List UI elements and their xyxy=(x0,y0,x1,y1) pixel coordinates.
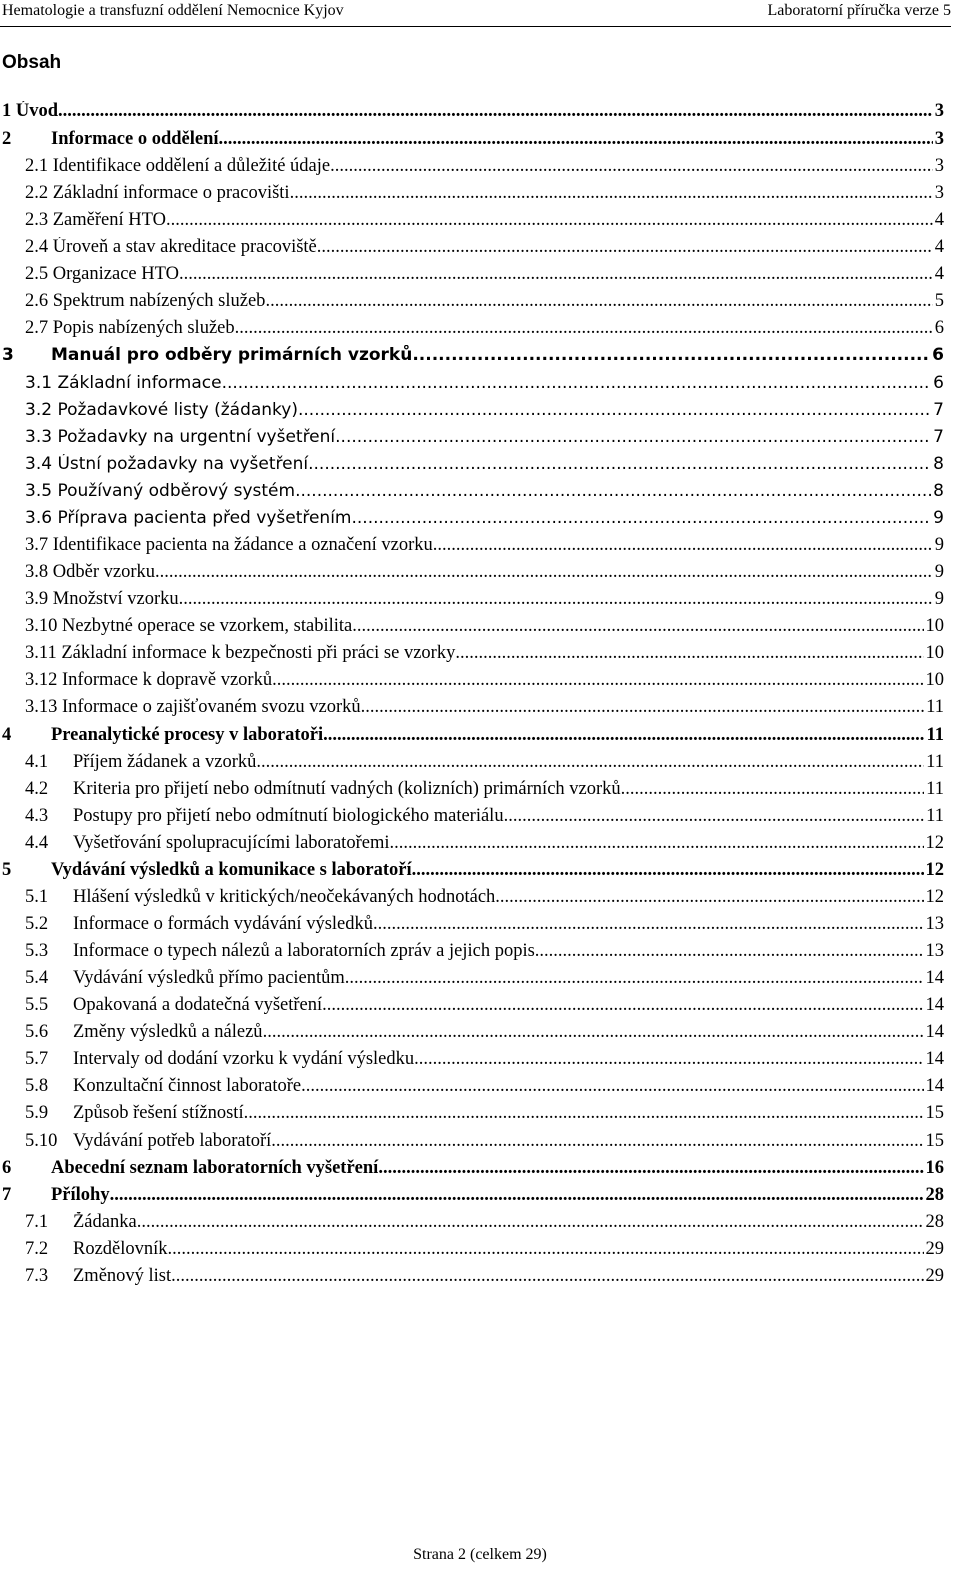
toc-entry[interactable] xyxy=(0,1266,944,1290)
toc-entry-page: 11 xyxy=(926,779,944,799)
toc-entry-number: 2.7 xyxy=(25,318,49,338)
toc-entry-title: Informace o oddělení xyxy=(51,129,219,149)
toc-entry-number: 3.12 xyxy=(25,670,58,690)
toc-entry-number: 2.6 xyxy=(25,291,49,311)
toc-entry[interactable] xyxy=(0,887,944,911)
toc-entry[interactable] xyxy=(0,616,944,640)
toc-entry-title: Změny výsledků a nálezů xyxy=(73,1022,263,1042)
toc-entry-page: 11 xyxy=(926,806,944,826)
toc-entry-title: Konzultační činnost laboratoře xyxy=(73,1076,302,1096)
toc-entry[interactable] xyxy=(0,210,944,234)
toc-dot-leader xyxy=(322,995,923,1016)
toc-entry-number: 2.4 xyxy=(25,237,49,257)
toc-entry-number: 4.1 xyxy=(25,752,49,772)
toc-entry-number: 4.2 xyxy=(25,779,49,799)
toc-entry-number: 4 xyxy=(2,725,12,745)
toc-dot-leader xyxy=(265,291,932,312)
toc-entry[interactable] xyxy=(0,400,944,424)
toc-entry[interactable] xyxy=(0,183,944,207)
toc-entry-number: 3.1 xyxy=(25,373,53,393)
toc-entry[interactable] xyxy=(0,968,944,992)
toc-entry-page: 3 xyxy=(934,183,944,203)
toc-entry[interactable] xyxy=(0,1131,944,1155)
toc-entry-title: Kriteria pro přijetí nebo odmítnutí vadných (kolizních) primárních vzorků xyxy=(73,779,621,799)
toc-entry-page: 11 xyxy=(926,725,944,745)
toc-entry-number: 2 xyxy=(2,129,12,149)
toc-entry[interactable] xyxy=(0,481,944,505)
page-header xyxy=(0,0,951,27)
toc-entry[interactable] xyxy=(0,670,944,694)
toc-dot-leader xyxy=(179,264,933,285)
toc-entry-page: 12 xyxy=(925,833,944,853)
toc-entry[interactable] xyxy=(0,454,944,478)
toc-dot-leader xyxy=(317,237,933,258)
toc-entry-number: 3.5 xyxy=(25,481,53,501)
toc-entry-number: 5.5 xyxy=(25,995,49,1015)
toc-dot-leader xyxy=(235,318,933,339)
toc-entry[interactable] xyxy=(0,1022,944,1046)
toc-dot-leader xyxy=(301,1076,923,1097)
toc-entry-number: 3 xyxy=(2,345,14,365)
toc-dot-leader xyxy=(378,1158,923,1179)
toc-entry-number: 5.6 xyxy=(25,1022,49,1042)
toc-dot-leader xyxy=(352,508,932,528)
toc-entry-title: Preanalytické procesy v laboratoři xyxy=(51,725,324,745)
toc-entry-title: Organizace HTO xyxy=(52,264,179,284)
toc-entry-number: 5.3 xyxy=(25,941,49,961)
toc-entry[interactable] xyxy=(0,1185,944,1209)
toc-entry-title: Přílohy xyxy=(51,1185,110,1205)
toc-dot-leader xyxy=(166,210,933,231)
toc-dot-leader xyxy=(352,616,923,637)
toc-entry-page: 4 xyxy=(934,264,944,284)
header-document-version: Laboratorní příručka verze 5 xyxy=(767,2,951,19)
toc-entry[interactable] xyxy=(0,264,944,288)
toc-entry-title: Rozdělovník xyxy=(73,1239,168,1259)
toc-entry-page: 9 xyxy=(934,562,944,582)
toc-entry-page: 7 xyxy=(933,400,944,420)
toc-entry[interactable] xyxy=(0,806,944,830)
toc-dot-leader xyxy=(290,183,933,204)
toc-dot-leader xyxy=(323,725,924,746)
toc-entry-number: 1 xyxy=(2,101,12,121)
toc-entry-number: 5.8 xyxy=(25,1076,49,1096)
toc-dot-leader xyxy=(504,806,925,827)
toc-entry[interactable] xyxy=(0,914,944,938)
toc-entry-page: 8 xyxy=(933,481,944,501)
toc-entry-title: Základní informace xyxy=(57,373,222,393)
toc-entry-page: 11 xyxy=(926,752,944,772)
toc-entry[interactable] xyxy=(0,373,944,397)
toc-entry-title: Informace o formách vydávání výsledků xyxy=(73,914,374,934)
toc-entry[interactable] xyxy=(0,1158,944,1182)
toc-entry[interactable] xyxy=(0,562,944,586)
toc-entry[interactable] xyxy=(0,535,944,559)
toc-dot-leader xyxy=(535,941,924,962)
toc-entry-number: 5.9 xyxy=(25,1103,49,1123)
toc-entry[interactable] xyxy=(0,345,944,369)
toc-dot-leader xyxy=(335,427,931,447)
toc-entry-page: 8 xyxy=(933,454,944,474)
toc-entry[interactable] xyxy=(0,101,944,125)
toc-entry-page: 3 xyxy=(934,101,944,121)
toc-entry-title: Příjem žádanek a vzorků xyxy=(73,752,257,772)
toc-entry-page: 14 xyxy=(925,1076,944,1096)
toc-dot-leader xyxy=(455,643,923,664)
toc-entry-title: Základní informace k bezpečnosti při práci se vzorky xyxy=(61,643,456,663)
toc-entry-title: Opakovaná a dodatečná vyšetření xyxy=(73,995,323,1015)
toc-entry-page: 11 xyxy=(926,697,944,717)
toc-dot-leader xyxy=(414,1049,923,1070)
toc-dot-leader xyxy=(345,968,924,989)
toc-entry-page: 15 xyxy=(925,1131,944,1151)
toc-entry[interactable] xyxy=(0,995,944,1019)
toc-entry-page: 6 xyxy=(933,373,944,393)
toc-dot-leader xyxy=(271,1131,923,1152)
toc-entry-page: 12 xyxy=(925,860,944,880)
toc-dot-leader xyxy=(58,101,933,122)
toc-entry-number: 2.1 xyxy=(25,156,49,176)
toc-dot-leader xyxy=(171,1266,923,1287)
toc-entry-number: 4.4 xyxy=(25,833,49,853)
toc-entry-page: 9 xyxy=(934,589,944,609)
toc-entry-title: Identifikace pacienta na žádance a označení vzorku xyxy=(52,535,433,555)
toc-entry-page: 28 xyxy=(925,1212,944,1232)
toc-dot-leader xyxy=(412,860,924,881)
toc-entry-number: 4.3 xyxy=(25,806,49,826)
toc-entry-number: 3.2 xyxy=(25,400,53,420)
toc-entry-title: Ústní požadavky na vyšetření xyxy=(57,454,309,474)
toc-entry-number: 2.3 xyxy=(25,210,49,230)
toc-dot-leader xyxy=(137,1212,924,1233)
toc-entry-number: 3.11 xyxy=(25,643,57,663)
toc-entry-title: Popis nabízených služeb xyxy=(52,318,235,338)
toc-entry[interactable] xyxy=(0,1103,944,1127)
toc-title: Obsah xyxy=(2,52,62,73)
toc-dot-leader xyxy=(155,562,933,583)
toc-dot-leader xyxy=(168,1239,924,1260)
toc-entry-page: 3 xyxy=(934,129,944,149)
toc-entry-title: Změnový list xyxy=(73,1266,172,1286)
toc-entry-page: 9 xyxy=(934,535,944,555)
toc-entry-page: 6 xyxy=(934,318,944,338)
toc-entry-title: Abecední seznam laboratorních vyšetření xyxy=(51,1158,379,1178)
toc-entry-title: Úvod xyxy=(15,101,59,121)
toc-entry-number: 3.3 xyxy=(25,427,53,447)
toc-entry[interactable] xyxy=(0,941,944,965)
toc-entry-title: Vydávání potřeb laboratoří xyxy=(73,1131,272,1151)
header-department: Hematologie a transfuzní oddělení Nemocnice Kyjov xyxy=(2,2,344,19)
toc-entry-page: 14 xyxy=(925,1049,944,1069)
toc-entry-page: 4 xyxy=(934,237,944,257)
toc-dot-leader xyxy=(295,481,931,501)
toc-dot-leader xyxy=(433,535,933,556)
toc-dot-leader xyxy=(244,1103,924,1124)
toc-entry[interactable] xyxy=(0,752,944,776)
toc-entry-title: Žádanka xyxy=(73,1212,137,1232)
toc-entry-title: Způsob řešení stížností xyxy=(73,1103,244,1123)
toc-entry[interactable] xyxy=(0,129,944,153)
toc-entry[interactable] xyxy=(0,779,944,803)
toc-entry-title: Používaný odběrový systém xyxy=(57,481,296,501)
toc-entry-page: 3 xyxy=(934,156,944,176)
toc-entry-page: 12 xyxy=(925,887,944,907)
toc-dot-leader xyxy=(263,1022,924,1043)
toc-entry-number: 2.5 xyxy=(25,264,49,284)
toc-entry[interactable] xyxy=(0,643,944,667)
toc-entry-title: Spektrum nabízených služeb xyxy=(52,291,266,311)
toc-entry-number: 3.7 xyxy=(25,535,49,555)
toc-entry-number: 5.2 xyxy=(25,914,49,934)
toc-entry-number: 3.6 xyxy=(25,508,53,528)
toc-entry-title: Zaměření HTO xyxy=(52,210,166,230)
toc-entry-number: 5.7 xyxy=(25,1049,49,1069)
toc-entry-title: Vydávání výsledků a komunikace s laboratoří xyxy=(51,860,412,880)
toc-entry[interactable] xyxy=(0,1076,944,1100)
toc-entry-page: 5 xyxy=(934,291,944,311)
toc-entry[interactable] xyxy=(0,318,944,342)
page-footer: Strana 2 (celkem 29) xyxy=(413,1546,547,1563)
toc-entry-title: Nezbytné operace se vzorkem, stabilita xyxy=(62,616,353,636)
toc-entry-title: Informace o zajišťovaném svozu vzorků xyxy=(62,697,361,717)
toc-dot-leader xyxy=(256,752,924,773)
toc-dot-leader xyxy=(389,833,923,854)
toc-entry-number: 7 xyxy=(2,1185,12,1205)
toc-entry[interactable] xyxy=(0,1212,944,1236)
toc-entry[interactable] xyxy=(0,860,944,884)
toc-entry-number: 5.4 xyxy=(25,968,49,988)
toc-entry-title: Hlášení výsledků v kritických/neočekávaných hodnotách xyxy=(73,887,496,907)
toc-entry-page: 28 xyxy=(925,1185,944,1205)
toc-entry-number: 3.8 xyxy=(25,562,49,582)
toc-entry-number: 3.13 xyxy=(25,697,58,717)
toc-entry-page: 7 xyxy=(933,427,944,447)
toc-dot-leader xyxy=(272,670,923,691)
toc-entry-page: 13 xyxy=(925,941,944,961)
toc-dot-leader xyxy=(330,156,933,177)
toc-entry-title: Identifikace oddělení a důležité údaje xyxy=(52,156,331,176)
toc-entry-page: 14 xyxy=(925,1022,944,1042)
toc-dot-leader xyxy=(412,345,930,365)
toc-entry-title: Množství vzorku xyxy=(52,589,179,609)
toc-entry-title: Požadavkové listy (žádanky) xyxy=(57,400,298,420)
toc-dot-leader xyxy=(219,129,933,150)
toc-dot-leader xyxy=(298,400,931,420)
toc-entry[interactable] xyxy=(0,697,944,721)
toc-entry[interactable] xyxy=(0,1049,944,1073)
toc-entry-title: Úroveň a stav akreditace pracoviště xyxy=(52,237,317,257)
toc-entry-page: 10 xyxy=(925,643,944,663)
toc-entry[interactable] xyxy=(0,427,944,451)
toc-entry[interactable] xyxy=(0,833,944,857)
toc-dot-leader xyxy=(495,887,923,908)
toc-entry-page: 9 xyxy=(933,508,944,528)
toc-entry-number: 7.1 xyxy=(25,1212,49,1232)
toc-entry-title: Požadavky na urgentní vyšetření xyxy=(57,427,336,447)
toc-entry[interactable] xyxy=(0,589,944,613)
toc-entry-number: 7.2 xyxy=(25,1239,49,1259)
toc-dot-leader xyxy=(179,589,933,610)
toc-entry-page: 6 xyxy=(932,345,944,365)
toc-entry-title: Postupy pro přijetí nebo odmítnutí biologického materiálu xyxy=(73,806,504,826)
toc-entry-page: 14 xyxy=(925,995,944,1015)
toc-entry[interactable] xyxy=(0,725,944,749)
toc-entry-number: 3.9 xyxy=(25,589,49,609)
toc-entry-page: 16 xyxy=(925,1158,944,1178)
toc-entry[interactable] xyxy=(0,1239,944,1263)
toc-dot-leader xyxy=(222,373,932,393)
toc-entry-title: Manuál pro odběry primárních vzorků xyxy=(51,345,413,365)
toc-entry-page: 10 xyxy=(925,670,944,690)
toc-entry-number: 3.10 xyxy=(25,616,58,636)
toc-entry-number: 3.4 xyxy=(25,454,53,474)
toc-entry-page: 29 xyxy=(925,1239,944,1259)
toc-entry-title: Intervaly od dodání vzorku k vydání výsledku xyxy=(73,1049,415,1069)
toc-entry-page: 14 xyxy=(925,968,944,988)
toc-entry-title: Odběr vzorku xyxy=(52,562,155,582)
toc-entry-page: 29 xyxy=(925,1266,944,1286)
toc-entry-page: 13 xyxy=(925,914,944,934)
toc-entry[interactable] xyxy=(0,291,944,315)
toc-entry-title: Základní informace o pracovišti xyxy=(52,183,290,203)
toc-entry-page: 4 xyxy=(934,210,944,230)
toc-entry-number: 2.2 xyxy=(25,183,49,203)
toc-entry-page: 10 xyxy=(925,616,944,636)
toc-entry-title: Informace k dopravě vzorků xyxy=(62,670,273,690)
toc-dot-leader xyxy=(361,697,925,718)
toc-entry-title: Příprava pacienta před vyšetřením xyxy=(57,508,352,528)
toc-dot-leader xyxy=(373,914,923,935)
toc-entry-number: 5 xyxy=(2,860,12,880)
toc-dot-leader xyxy=(621,779,925,800)
toc-entry-number: 5.1 xyxy=(25,887,49,907)
toc-dot-leader xyxy=(308,454,931,474)
toc-entry-title: Vyšetřování spolupracujícími laboratořemi xyxy=(73,833,390,853)
toc-entry-title: Informace o typech nálezů a laboratorních zpráv a jejich popis xyxy=(73,941,535,961)
toc-entry-number: 5.10 xyxy=(25,1131,58,1151)
toc-entry-title: Vydávání výsledků přímo pacientům xyxy=(73,968,345,988)
toc-entry-number: 6 xyxy=(2,1158,12,1178)
toc-entry-number: 7.3 xyxy=(25,1266,49,1286)
toc-entry[interactable] xyxy=(0,508,944,532)
toc-entry-page: 15 xyxy=(925,1103,944,1123)
toc-entry[interactable] xyxy=(0,156,944,180)
toc-dot-leader xyxy=(110,1185,924,1206)
toc-entry[interactable] xyxy=(0,237,944,261)
